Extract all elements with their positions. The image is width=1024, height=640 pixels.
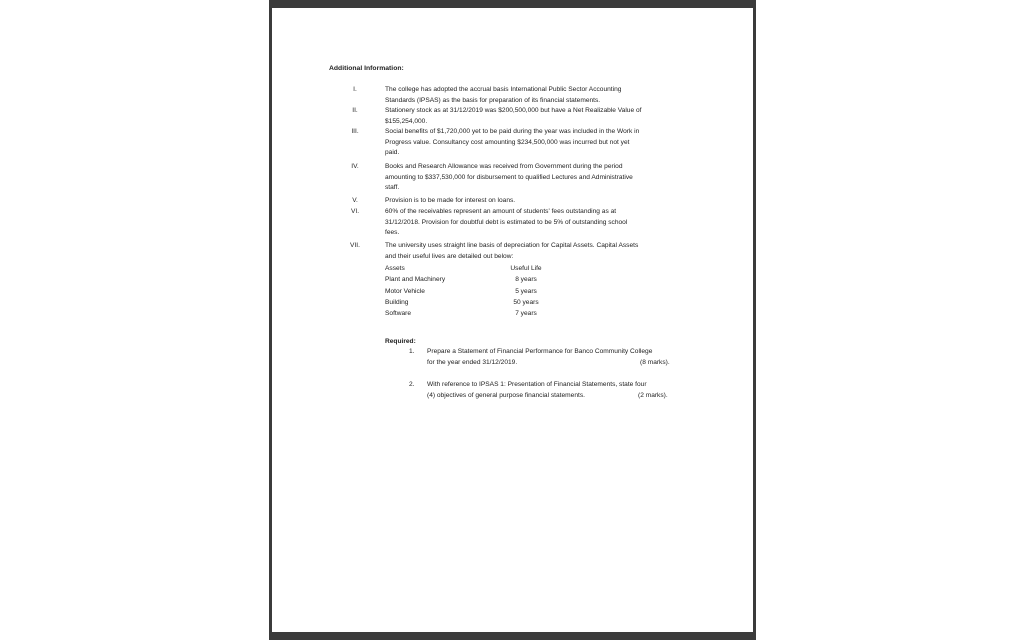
item-line: Social benefits of $1,720,000 yet to be paid during the year was included in the Work in — [385, 128, 640, 135]
required-heading: Required: — [385, 338, 416, 345]
question-marks: (2 marks). — [638, 391, 668, 399]
item-line: $155,254,000. — [385, 117, 428, 125]
item-line: fees. — [385, 229, 400, 237]
asset-name: Software — [385, 310, 412, 318]
item-text — [385, 196, 705, 207]
item-number: V. — [352, 197, 358, 204]
item-line: The college has adopted the accrual basis International Public Sector Accounting — [385, 86, 622, 93]
item-number: VI. — [350, 208, 360, 215]
item-line: and their useful lives are detailed out below: — [385, 252, 514, 260]
item-number: IV. — [351, 163, 359, 170]
item-number: VII. — [350, 242, 360, 249]
asset-useful-life: 50 years — [513, 298, 539, 306]
table-row — [385, 275, 555, 286]
asset-useful-life: 7 years — [515, 310, 537, 318]
item-line: 31/12/2018. Provision for doubtful debt is estimated to be 5% of outstanding school — [385, 218, 628, 226]
item-line: The university uses straight line basis of depreciation for Capital Assets. Capital Assets — [385, 242, 639, 249]
question-number: 2. — [409, 381, 415, 388]
item-number: I. — [353, 86, 357, 93]
item-text — [385, 207, 705, 239]
item-line: Standards (IPSAS) as the basis for preparation of its financial statements. — [385, 96, 601, 104]
table-row — [385, 309, 555, 320]
item-line: paid. — [385, 149, 400, 157]
asset-useful-life: 5 years — [515, 287, 537, 295]
question-line: Prepare a Statement of Financial Performance for Banco Community College — [427, 348, 653, 355]
item-number: III. — [351, 128, 359, 135]
question-marks: (8 marks). — [640, 358, 670, 366]
column-header-useful-life: Useful Life — [510, 265, 542, 272]
item-text — [385, 162, 705, 194]
item-text — [385, 106, 705, 127]
item-number: II. — [352, 107, 358, 114]
item-line: 60% of the receivables represent an amount of students' fees outstanding as at — [385, 208, 617, 215]
item-line: Provision is to be made for interest on loans. — [385, 197, 516, 204]
table-header-row — [385, 264, 555, 275]
item-text — [385, 85, 705, 106]
item-line: staff. — [385, 184, 400, 192]
column-header-assets: Assets — [385, 265, 405, 272]
question-number: 1. — [409, 348, 415, 355]
asset-name: Motor Vehicle — [385, 287, 425, 295]
item-text — [385, 241, 705, 262]
item-line: Books and Research Allowance was received from Government during the period — [385, 163, 623, 170]
asset-useful-life: 8 years — [515, 276, 537, 284]
useful-lives-table — [385, 264, 555, 320]
question-line: for the year ended 31/12/2019. — [427, 358, 518, 366]
section-heading: Additional Information: — [329, 65, 404, 72]
question-line: (4) objectives of general purpose financial statements. — [427, 391, 585, 399]
document-page — [272, 8, 753, 632]
table-row — [385, 287, 555, 298]
asset-name: Building — [385, 298, 409, 306]
item-line: Stationery stock as at 31/12/2019 was $200,500,000 but have a Net Realizable Value of — [385, 107, 642, 114]
item-line: amounting to $337,530,000 for disbursement to qualified Lectures and Administrative — [385, 173, 633, 181]
asset-name: Plant and Machinery — [385, 276, 446, 284]
item-line: Progress value. Consultancy cost amounting $234,500,000 was incurred but not yet — [385, 138, 630, 146]
question-line: With reference to IPSAS 1: Presentation of Financial Statements, state four — [427, 381, 647, 388]
item-text — [385, 127, 705, 159]
table-row — [385, 298, 555, 309]
